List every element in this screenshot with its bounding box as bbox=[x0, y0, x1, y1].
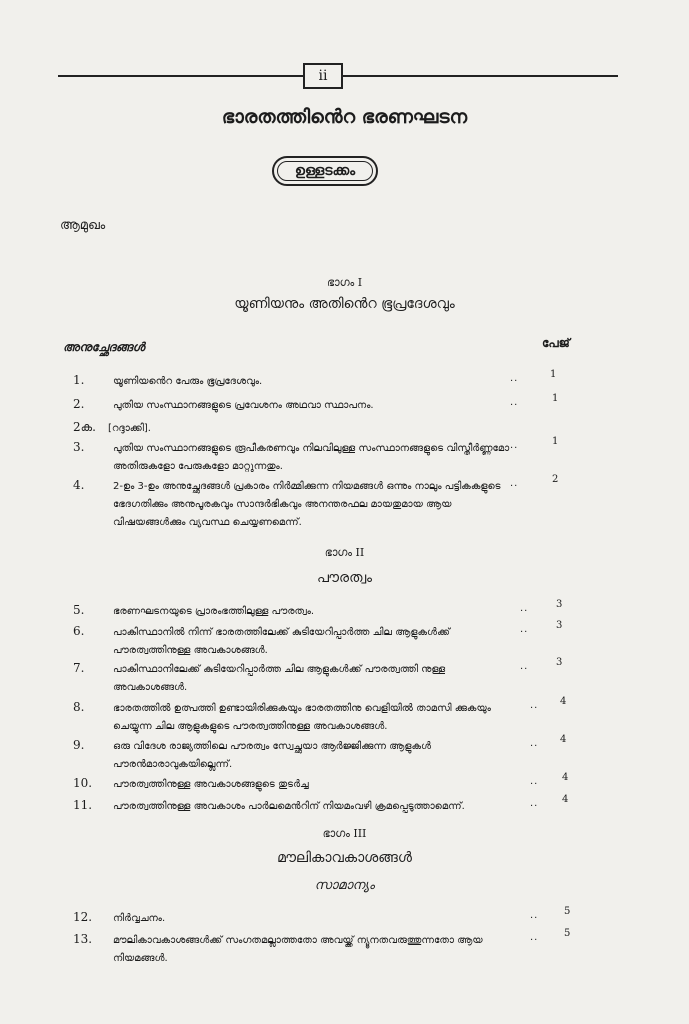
entry-number: 4. bbox=[73, 478, 85, 492]
entry-text: മൗലികാവകാശങ്ങൾക്ക് സംഗതമല്ലാത്തതോ അവയ്ക്ക് ന്യൂനതവരുത്തുന്നതോ ആയ നിയമങ്ങൾ. bbox=[113, 935, 483, 964]
document-title: ഭാരതത്തിൻെറ ഭരണഘടന bbox=[221, 106, 468, 128]
bleed-through-text bbox=[410, 150, 413, 160]
entry-page: 3 bbox=[556, 657, 563, 668]
entry-text: പൗരത്വത്തിനുള്ള അവകാശം പാർലമെൻറിന് നിയമംവഴി ക്രമപ്പെടുത്താമെന്ന്. bbox=[113, 801, 465, 812]
leader-dots: .. bbox=[510, 440, 519, 451]
entry-number: 3. bbox=[73, 440, 85, 454]
entry-number: 7. bbox=[73, 661, 85, 675]
entry-number: 9. bbox=[73, 738, 85, 752]
entry-page: 1 bbox=[552, 393, 559, 404]
part-1-title: യൂണിയനും അതിൻെറ ഭൂപ്രദേശവും bbox=[234, 296, 455, 312]
part-3-label: ഭാഗം III bbox=[322, 827, 367, 840]
entry-number: 13. bbox=[73, 932, 93, 946]
entry-text: [റദ്ദാക്കി]. bbox=[108, 423, 151, 434]
leader-dots: .. bbox=[520, 661, 529, 672]
leader-dots: .. bbox=[520, 603, 529, 614]
entry-page: 4 bbox=[560, 734, 567, 745]
leader-dots: .. bbox=[530, 932, 539, 943]
part-3-subtitle: സാമാന്യം bbox=[314, 878, 375, 893]
entry-page: 1 bbox=[552, 436, 559, 447]
entry-page: 4 bbox=[560, 696, 567, 707]
entry-text: 2-ഉം 3-ഉം അനുച്ഛേദങ്ങൾ പ്രകാരം നിർമ്മിക്കുന്ന നിയമങ്ങൾ ഒന്നും നാലും പട്ടികകളുടെ ഭേദഗതിക്കും അനുപൂരകവും സാന്ദർഭികവും അനന്തരഫല മായതുമായ ആയ വിഷയങ്ങൾക്കും വ്യവസ്ഥ ചെയ്യണമെന്ന്. bbox=[113, 481, 501, 528]
preamble-heading: ആമുഖം bbox=[60, 218, 106, 233]
entry-page: 4 bbox=[562, 794, 569, 805]
contents-heading: ഉള്ളടക്കം bbox=[272, 156, 378, 186]
entry-number: 8. bbox=[73, 700, 85, 714]
entry-page: 5 bbox=[564, 928, 571, 939]
entry-page: 2 bbox=[552, 474, 559, 485]
part-3-title: മൗലികാവകാശങ്ങൾ bbox=[277, 850, 412, 866]
leader-dots: .. bbox=[530, 700, 539, 711]
entry-page: 3 bbox=[556, 599, 563, 610]
entry-number: 2ക. bbox=[73, 420, 96, 434]
part-2-title: പൗരത്വം bbox=[316, 570, 373, 586]
leader-dots: .. bbox=[510, 478, 519, 489]
entry-page: 3 bbox=[556, 620, 563, 631]
entry-text: പുതിയ സംസ്ഥാനങ്ങളുടെ രൂപീകരണവും നിലവിലുള്ള സംസ്ഥാനങ്ങളുടെ വിസ്തീർണ്ണമോ അതിരുകളോ പേരുകളോ മാറ്റുന്നതും. bbox=[113, 443, 510, 472]
entry-number: 2. bbox=[73, 397, 85, 411]
entry-page: 4 bbox=[562, 772, 569, 783]
entry-text: നിർവ്വചനം. bbox=[113, 913, 166, 924]
entry-text: ഒരു വിദേശ രാജ്യത്തിലെ പൗരത്വം സ്വേച്ഛയാ ആർജ്ജിക്കുന്ന ആളുകൾ പൗരൻമാരാവുകയില്ലെന്ന്. bbox=[113, 741, 432, 770]
leader-dots: .. bbox=[510, 373, 519, 384]
leader-dots: .. bbox=[530, 776, 539, 787]
entry-text: ഭരണഘടനയുടെ പ്രാരംഭത്തിലുള്ള പൗരത്വം. bbox=[113, 606, 315, 617]
page-number: ii bbox=[303, 63, 343, 89]
entry-text: യൂണിയൻെറ പേരും ഭൂപ്രദേശവും. bbox=[113, 376, 263, 387]
entry-text: പാകിസ്ഥാനിലേക്ക് കുടിയേറിപ്പാർത്ത ചില ആളുകൾക്ക് പൗരത്വത്തി നുള്ള അവകാശങ്ങൾ. bbox=[113, 664, 446, 693]
entry-text: പൗരത്വത്തിനുള്ള അവകാശങ്ങളുടെ തുടർച്ച bbox=[113, 779, 309, 790]
page-column-header: പേജ് bbox=[542, 336, 570, 350]
entry-page: 5 bbox=[564, 906, 571, 917]
leader-dots: .. bbox=[530, 738, 539, 749]
leader-dots: .. bbox=[520, 624, 529, 635]
entry-page: 1 bbox=[550, 369, 557, 380]
entry-number: 12. bbox=[73, 910, 93, 924]
entry-text: പുതിയ സംസ്ഥാനങ്ങളുടെ പ്രവേശനം അഥവാ സ്ഥാപനം. bbox=[113, 400, 374, 411]
leader-dots: .. bbox=[530, 798, 539, 809]
entry-number: 10. bbox=[73, 776, 93, 790]
entry-number: 11. bbox=[73, 798, 93, 812]
articles-column-header: അനുച്ഛേദങ്ങൾ bbox=[63, 340, 145, 354]
entry-number: 1. bbox=[73, 373, 85, 387]
leader-dots: .. bbox=[510, 397, 519, 408]
part-1-label: ഭാഗം I bbox=[326, 276, 363, 289]
entry-text: പാകിസ്ഥാനിൽ നിന്ന് ഭാരതത്തിലേക്ക് കുടിയേറിപ്പാർത്ത ചില ആളുകൾക്ക് പൗരത്വത്തിനുള്ള അവകാശങ്ങൾ. bbox=[113, 627, 450, 656]
leader-dots: .. bbox=[530, 910, 539, 921]
entry-number: 5. bbox=[73, 603, 85, 617]
entry-number: 6. bbox=[73, 624, 85, 638]
entry-text: ഭാരതത്തിൽ ഉത്പത്തി ഉണ്ടായിരിക്കുകയും ഭാരതത്തിനു വെളിയിൽ താമസി ക്കുകയും ചെയ്യുന്ന ചില ആളുകളുടെ പൗരത്വത്തിനുള്ള അവകാശങ്ങൾ. bbox=[113, 703, 491, 732]
part-2-label: ഭാഗം II bbox=[324, 546, 365, 559]
